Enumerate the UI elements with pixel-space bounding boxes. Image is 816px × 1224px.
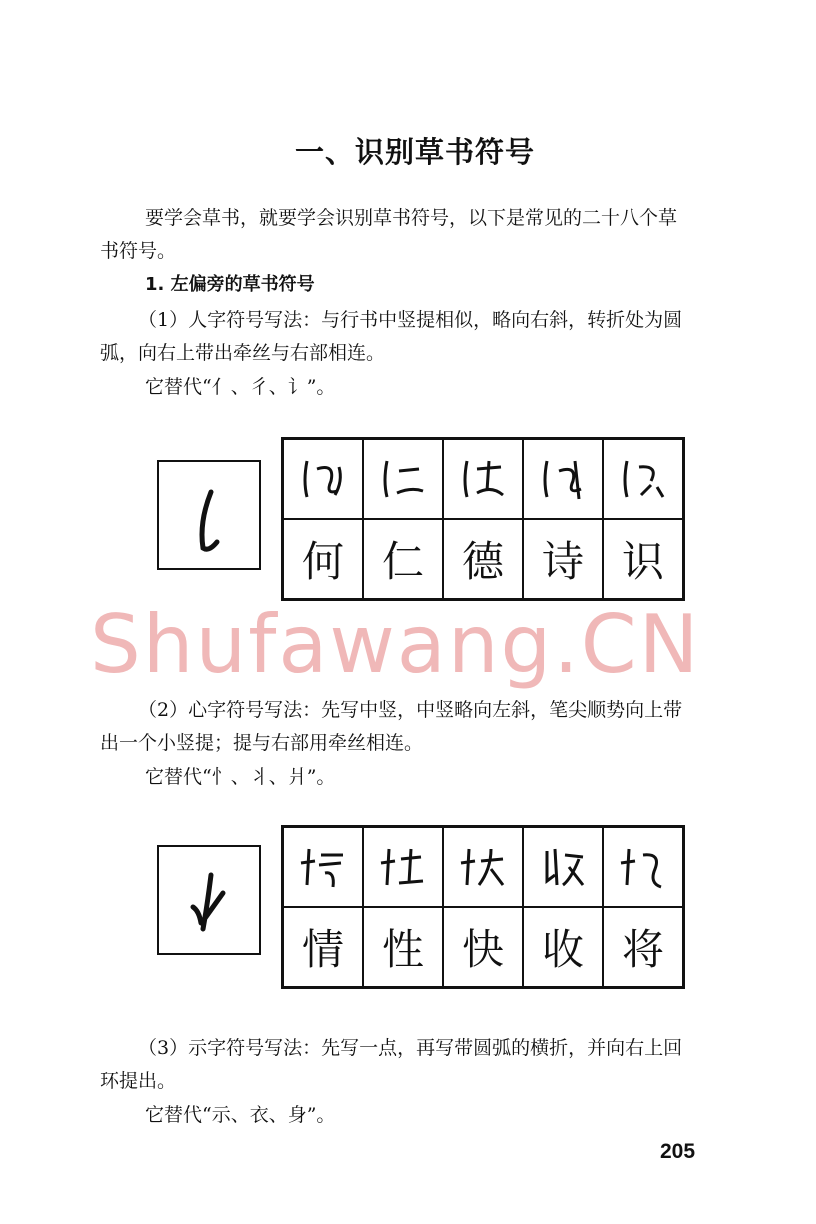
item1-line-2: 弧，向右上带出牵丝与右部相连。 xyxy=(100,342,386,364)
item3-line-2: 环提出。 xyxy=(100,1070,177,1092)
item1-replaces: 它替代“亻、彳、讠”。 xyxy=(145,376,336,398)
cursive-char-icon xyxy=(363,827,443,907)
item2-replaces: 它替代“忄、丬、爿”。 xyxy=(145,766,336,788)
grid-char: 情 xyxy=(283,907,363,987)
cursive-char-icon xyxy=(603,827,683,907)
watermark: Shufawang.CN xyxy=(90,598,701,691)
section-heading: 1. 左偏旁的草书符号 xyxy=(145,274,315,295)
cursive-char-icon xyxy=(283,439,363,519)
grid-char: 德 xyxy=(443,519,523,599)
person-symbol-box xyxy=(157,460,261,570)
item2-line-1: （2）心字符号写法：先写中竖，中竖略向左斜，笔尖顺势向上带 xyxy=(138,699,683,721)
intro-line-2: 书符号。 xyxy=(100,240,177,262)
page-title: 一、识别草书符号 xyxy=(294,135,535,169)
grid-char: 识 xyxy=(603,519,683,599)
grid-char: 仁 xyxy=(363,519,443,599)
grid-char: 将 xyxy=(603,907,683,987)
item3-replaces: 它替代“示、衣、身”。 xyxy=(145,1104,336,1126)
page-number: 205 xyxy=(660,1140,696,1163)
cursive-char-icon xyxy=(283,827,363,907)
person-symbol-icon xyxy=(159,462,259,568)
heart-symbol-table xyxy=(281,825,685,989)
item1-line-1: （1）人字符号写法：与行书中竖提相似，略向右斜，转折处为圆 xyxy=(138,309,683,331)
heart-symbol-box xyxy=(157,845,261,955)
heart-symbol-icon xyxy=(159,847,259,953)
grid-char: 收 xyxy=(523,907,603,987)
cursive-char-icon xyxy=(363,439,443,519)
cursive-char-icon xyxy=(603,439,683,519)
grid-char: 快 xyxy=(443,907,523,987)
grid-char: 何 xyxy=(283,519,363,599)
cursive-char-icon xyxy=(523,439,603,519)
item3-line-1: （3）示字符号写法：先写一点，再写带圆弧的横折，并向右上回 xyxy=(138,1037,683,1059)
cursive-char-icon xyxy=(523,827,603,907)
grid-char: 性 xyxy=(363,907,443,987)
item2-line-2: 出一个小竖提；提与右部用牵丝相连。 xyxy=(100,732,424,754)
cursive-char-icon xyxy=(443,827,523,907)
cursive-char-icon xyxy=(443,439,523,519)
intro-line-1: 要学会草书，就要学会识别草书符号，以下是常见的二十八个草 xyxy=(145,207,678,229)
person-symbol-table xyxy=(281,437,685,601)
grid-char: 诗 xyxy=(523,519,603,599)
